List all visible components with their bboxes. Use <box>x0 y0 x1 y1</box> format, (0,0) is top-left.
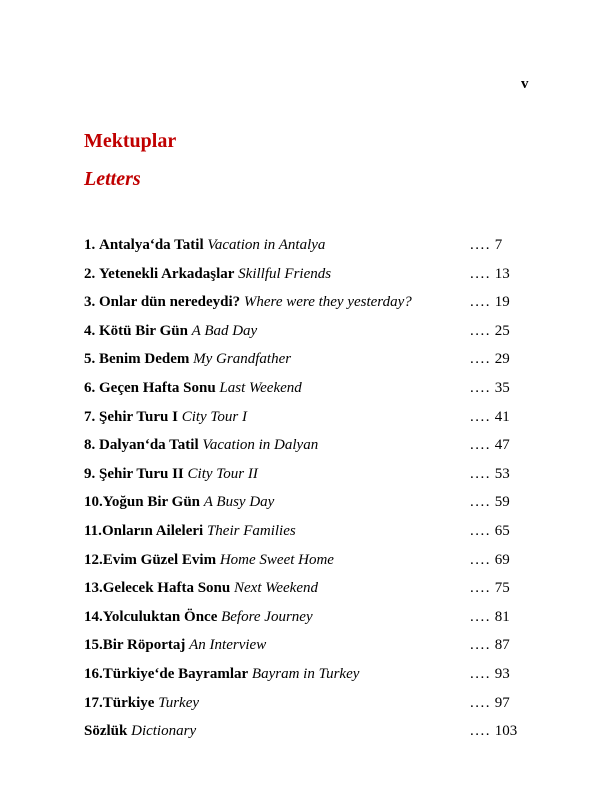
toc-entry-title <box>84 377 302 399</box>
toc-entry-number: 12. <box>84 551 103 568</box>
toc-entry-turkish-title: Yoğun Bir Gün <box>102 494 201 511</box>
toc-entry-turkish-title: Dalyan‘da Tatil <box>99 437 199 454</box>
toc-entry-turkish-title: Onlar dün neredeydi? <box>99 294 241 311</box>
toc-entry[interactable] <box>84 577 529 606</box>
toc-entry-number: 5. <box>84 351 96 368</box>
toc-entry-title <box>84 263 331 285</box>
toc-entry-page-number: 19 <box>494 294 510 311</box>
toc-entry-title <box>84 406 247 428</box>
toc-leader-dots: .... <box>470 237 491 253</box>
toc-entry-title <box>84 634 266 656</box>
toc-entry-english-title: Skillful Friends <box>238 265 332 282</box>
toc-entry-english-title: Last Weekend <box>219 379 302 396</box>
toc-entry-turkish-title: Geçen Hafta Sonu <box>99 379 216 396</box>
toc-entry-number: 1. <box>84 237 96 253</box>
toc-entry-page-number: 29 <box>494 351 510 368</box>
toc-entry-page-ref <box>470 663 510 685</box>
toc-entry-page-number: 87 <box>494 637 510 654</box>
toc-entry-turkish-title: Kötü Bir Gün <box>99 322 188 339</box>
toc-entry-title <box>84 463 258 485</box>
toc-entry-turkish-title: Şehir Turu I <box>99 408 178 425</box>
toc-entry-english-title: A Bad Day <box>191 322 258 339</box>
toc-entry-number: 8. <box>84 437 96 454</box>
toc-entry-turkish-title: Antalya‘da Tatil <box>99 237 204 253</box>
toc-entry-page-number: 59 <box>494 494 510 511</box>
toc-entry-title <box>84 348 291 370</box>
toc-entry-page-number: 97 <box>494 694 510 711</box>
toc-entry-page-number: 13 <box>494 265 510 282</box>
toc-entry-number: 15. <box>84 637 103 654</box>
toc-entry-page-number: 103 <box>494 723 518 740</box>
toc-entry-page-number: 81 <box>494 608 510 625</box>
toc-entry-page-ref <box>470 520 510 542</box>
toc-entry[interactable] <box>84 606 529 635</box>
toc-entry-turkish-title: Yolculuktan Önce <box>102 608 218 625</box>
toc-entry-number: 13. <box>84 580 103 597</box>
toc-entry-page-number: 53 <box>494 465 510 482</box>
toc-entry-turkish-title: Türkiye‘de Bayramlar <box>102 665 249 682</box>
toc-entry-page-ref <box>470 291 510 313</box>
toc-entry-turkish-title: Bir Röportaj <box>102 637 186 654</box>
toc-entry[interactable] <box>84 320 529 349</box>
toc-entry-english-title: Home Sweet Home <box>219 551 334 568</box>
toc-leader-dots: .... <box>470 608 491 625</box>
toc-entry-page-number: 47 <box>494 437 510 454</box>
toc-entry-turkish-title: Gelecek Hafta Sonu <box>102 580 231 597</box>
toc-leader-dots: .... <box>470 265 491 282</box>
toc-entry-english-title: City Tour II <box>187 465 258 482</box>
toc-entry-title <box>84 491 274 513</box>
toc-entry-number: 4. <box>84 322 96 339</box>
toc-entry-turkish-title: Onların Aileleri <box>101 522 204 539</box>
toc-entry-page-number: 41 <box>494 408 510 425</box>
toc-entry-english-title: Where were they yesterday? <box>243 294 412 311</box>
toc-leader-dots: .... <box>470 437 491 454</box>
toc-entry-page-number: 65 <box>494 522 510 539</box>
toc-entry[interactable] <box>84 663 529 692</box>
toc-entry-page-ref <box>470 491 510 513</box>
toc-leader-dots: .... <box>470 694 491 711</box>
toc-entry-title <box>84 234 325 256</box>
toc-entry-page-ref <box>470 463 510 485</box>
toc-entry[interactable] <box>84 291 529 320</box>
toc-entry-number: 10. <box>84 494 103 511</box>
toc-entry-page-ref <box>470 434 510 456</box>
toc-entry-title <box>84 520 296 542</box>
toc-entry-title <box>84 291 412 313</box>
toc-entry-title <box>84 320 257 342</box>
table-of-contents <box>84 234 529 749</box>
toc-entry[interactable] <box>84 520 529 549</box>
toc-entry-number: 2. <box>84 265 96 282</box>
toc-entry-number: 16. <box>84 665 103 682</box>
toc-leader-dots: .... <box>470 522 491 539</box>
toc-leader-dots: .... <box>470 351 491 368</box>
toc-entry-page-number: 93 <box>494 665 510 682</box>
toc-entry-page-ref <box>470 634 510 656</box>
toc-leader-dots: .... <box>470 551 491 568</box>
toc-entry-page-ref <box>470 692 510 714</box>
toc-entry[interactable] <box>84 406 529 435</box>
toc-entry[interactable] <box>84 692 529 721</box>
toc-entry-page-ref <box>470 234 502 256</box>
toc-entry[interactable] <box>84 720 529 749</box>
toc-entry-english-title: My Grandfather <box>193 351 292 368</box>
toc-entry-english-title: Before Journey <box>221 608 313 625</box>
toc-entry[interactable] <box>84 549 529 578</box>
toc-leader-dots: .... <box>470 465 491 482</box>
toc-entry-english-title: Vacation in Antalya <box>207 237 326 253</box>
toc-entry-turkish-title: Türkiye <box>102 694 155 711</box>
toc-entry-title <box>84 692 199 714</box>
section-heading-english: Letters <box>84 168 141 190</box>
toc-entry[interactable] <box>84 377 529 406</box>
toc-entry-page-ref <box>470 606 510 628</box>
toc-leader-dots: .... <box>470 665 491 682</box>
toc-leader-dots: .... <box>470 408 491 425</box>
toc-entry-number: 6. <box>84 379 96 396</box>
toc-entry-page-ref <box>470 577 510 599</box>
toc-entry-page-number: 25 <box>494 322 510 339</box>
toc-leader-dots: .... <box>470 379 491 396</box>
toc-entry-title <box>84 606 313 628</box>
toc-entry-page-ref <box>470 320 510 342</box>
toc-entry-english-title: Turkey <box>158 694 200 711</box>
toc-entry[interactable] <box>84 434 529 463</box>
toc-entry-page-ref <box>470 549 510 571</box>
toc-leader-dots: .... <box>470 322 491 339</box>
toc-entry-title <box>84 720 196 742</box>
toc-entry-title <box>84 663 359 685</box>
toc-entry-english-title: An Interview <box>189 637 267 654</box>
toc-entry-title <box>84 434 318 456</box>
toc-entry-number: 17. <box>84 694 103 711</box>
toc-leader-dots: .... <box>470 294 491 311</box>
toc-entry-turkish-title: Benim Dedem <box>99 351 190 368</box>
toc-entry-page-number: 75 <box>494 580 510 597</box>
toc-entry[interactable] <box>84 491 529 520</box>
toc-entry-number: 14. <box>84 608 103 625</box>
page-number: v <box>521 76 529 92</box>
toc-entry-page-number: 69 <box>494 551 510 568</box>
toc-entry[interactable] <box>84 463 529 492</box>
toc-entry-page-ref <box>470 377 510 399</box>
toc-entry-turkish-title: Şehir Turu II <box>99 465 184 482</box>
toc-entry-turkish-title: Sözlük <box>84 723 128 740</box>
toc-leader-dots: .... <box>470 637 491 654</box>
toc-entry-title <box>84 549 334 571</box>
toc-entry-english-title: Vacation in Dalyan <box>202 437 319 454</box>
toc-entry-number: 3. <box>84 294 96 311</box>
toc-entry-page-ref <box>470 720 517 742</box>
toc-entry-number: 11. <box>84 522 102 539</box>
toc-entry[interactable] <box>84 348 529 377</box>
toc-entry-english-title: Dictionary <box>131 723 197 740</box>
toc-entry-english-title: Their Families <box>206 522 296 539</box>
toc-entry-english-title: Next Weekend <box>234 580 318 597</box>
toc-entry[interactable] <box>84 634 529 663</box>
toc-entry-english-title: Bayram in Turkey <box>251 665 360 682</box>
toc-entry-page-ref <box>470 406 510 428</box>
toc-entry-english-title: City Tour I <box>181 408 247 425</box>
toc-entry-page-number: 7 <box>494 237 503 253</box>
toc-leader-dots: .... <box>470 494 491 511</box>
toc-entry-turkish-title: Yetenekli Arkadaşlar <box>99 265 235 282</box>
toc-entry-page-ref <box>470 263 510 285</box>
toc-entry[interactable] <box>84 234 529 263</box>
toc-entry-number: 9. <box>84 465 96 482</box>
toc-entry-page-number: 35 <box>494 379 510 396</box>
toc-leader-dots: .... <box>470 580 491 597</box>
toc-entry-title <box>84 577 318 599</box>
toc-entry-turkish-title: Evim Güzel Evim <box>102 551 217 568</box>
toc-entry-number: 7. <box>84 408 96 425</box>
toc-entry-page-ref <box>470 348 510 370</box>
toc-leader-dots: .... <box>470 723 491 740</box>
toc-entry-english-title: A Busy Day <box>203 494 275 511</box>
toc-entry[interactable] <box>84 263 529 292</box>
section-heading-turkish: Mektuplar <box>84 130 177 152</box>
